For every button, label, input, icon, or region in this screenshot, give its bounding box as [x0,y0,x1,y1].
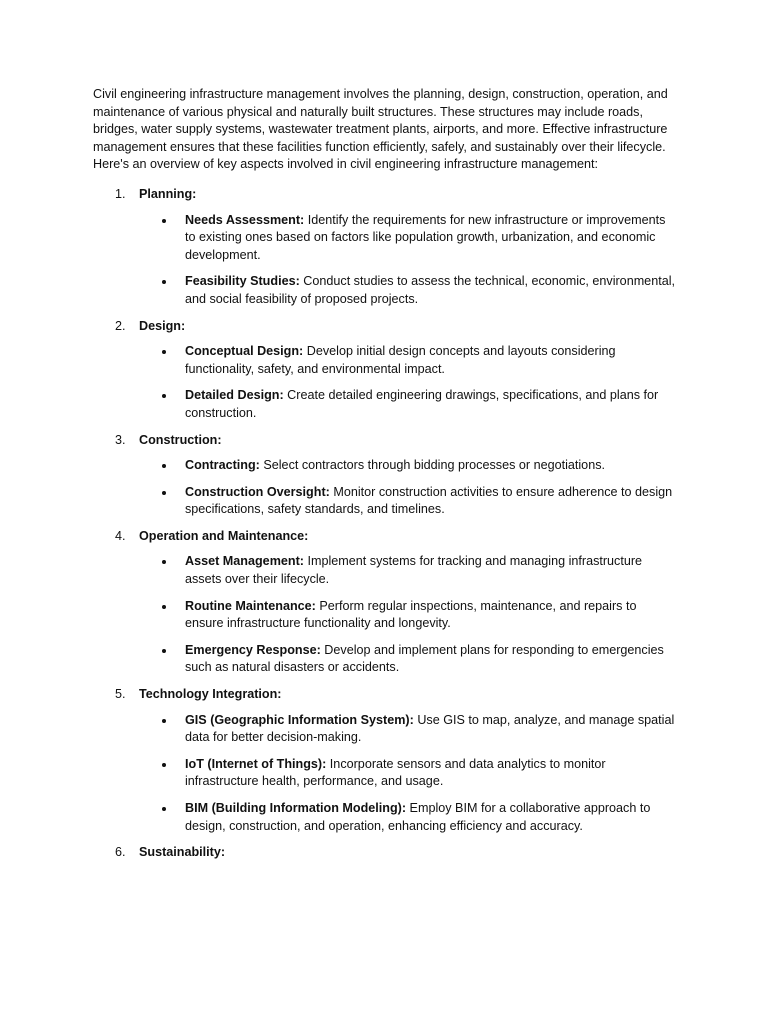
bullet-icon [162,605,166,609]
item-term: Contracting: [185,458,260,473]
list-item [139,387,676,422]
item-term: Conceptual Design: [185,344,304,359]
bullet-list [139,553,676,677]
section-item [93,528,676,677]
item-term: Construction Oversight: [185,484,330,499]
list-item [139,553,676,588]
item-term: GIS (Geographic Information System): [185,712,414,727]
item-text: Identify the requirements for new infrastructure or improvements to existing ones based on factors like population growth, urbanization, and economic development. [185,212,666,262]
list-item [139,800,676,835]
section-item [93,186,676,309]
section-number: 4. [115,528,126,543]
item-text: Develop initial design concepts and layouts considering functionality, safety, and environmental impact. [185,344,616,376]
section-title: Technology Integration: [139,687,282,702]
item-term: Asset Management: [185,554,304,569]
bullet-icon [162,491,166,495]
item-term: BIM (Building Information Modeling): [185,801,407,815]
section-number: 6. [115,845,126,860]
section-title: Design: [139,318,186,333]
section-title: Construction: [139,432,222,447]
item-text: Develop and implement plans for responding to emergencies such as natural disasters or accidents. [185,642,664,675]
item-text: Perform regular inspections, maintenance, and repairs to ensure infrastructure functionality and longevity. [185,598,637,631]
list-item [139,457,676,475]
list-item [139,212,676,265]
item-text: Conduct studies to assess the technical, economic, environmental, and social feasibility of proposed projects. [185,274,675,306]
section-title: Planning: [139,186,197,201]
bullet-list [139,212,676,309]
bullet-icon [162,807,166,811]
bullet-icon [162,219,166,223]
section-item [93,432,676,519]
bullet-icon [162,763,166,767]
bullet-list [139,712,676,836]
bullet-icon [162,560,166,564]
item-term: IoT (Internet of Things): [185,756,327,771]
section-title: Sustainability: [139,845,226,860]
section-item [93,844,676,862]
list-item [139,756,676,791]
section-list [93,186,676,862]
item-text: Employ BIM for a collaborative approach to design, construction, and operation, enhancing efficiency and accuracy. [185,801,651,833]
section-heading [115,844,676,862]
list-item [139,484,676,519]
section-heading [115,186,676,204]
section-item [93,686,676,835]
item-text: Incorporate sensors and data analytics to monitor infrastructure health, performance, and usage. [185,756,606,789]
section-heading [115,318,676,336]
item-term: Detailed Design: [185,388,284,403]
list-item [139,273,676,308]
list-item [139,598,676,633]
section-number: 3. [115,432,126,447]
list-item [139,642,676,677]
item-term: Emergency Response: [185,642,321,657]
section-number: 2. [115,318,126,333]
section-number: 5. [115,687,126,702]
section-heading [115,528,676,546]
item-term: Routine Maintenance: [185,598,316,613]
bullet-icon [162,719,166,723]
item-text: Implement systems for tracking and managing infrastructure assets over their lifecycle. [185,554,643,587]
item-text: Monitor construction activities to ensure adherence to design specifications, safety standards, and timelines. [185,484,673,517]
item-text: Select contractors through bidding processes or negotiations. [259,458,605,473]
section-title: Operation and Maintenance: [139,528,309,543]
item-term: Feasibility Studies: [185,274,300,289]
bullet-icon [162,350,166,354]
section-number: 1. [115,186,126,201]
bullet-list [139,343,676,422]
section-item [93,318,676,423]
intro-paragraph: Civil engineering infrastructure management involves the planning, design, construction, operation, and maintenance of various physical and naturally built structures. These structures may include roads, bridges, water supply systems, wastewater treatment plants, airports, and more. Effective infrastructure management ensures that these facilities function efficiently, safely, and sustainably over their lifecycle. Here's an overview of key aspects involved in civil engineering infrastructure management: [93,87,668,172]
item-term: Needs Assessment: [185,212,305,227]
bullet-icon [162,464,166,468]
item-text: Create detailed engineering drawings, specifications, and plans for construction. [185,388,659,420]
bullet-icon [162,649,166,653]
list-item [139,712,676,747]
bullet-icon [162,280,166,284]
bullet-list [139,457,676,519]
section-heading [115,432,676,450]
item-text: Use GIS to map, analyze, and manage spatial data for better decision-making. [185,712,675,745]
list-item [139,343,676,378]
bullet-icon [162,394,166,398]
section-heading [115,686,676,704]
